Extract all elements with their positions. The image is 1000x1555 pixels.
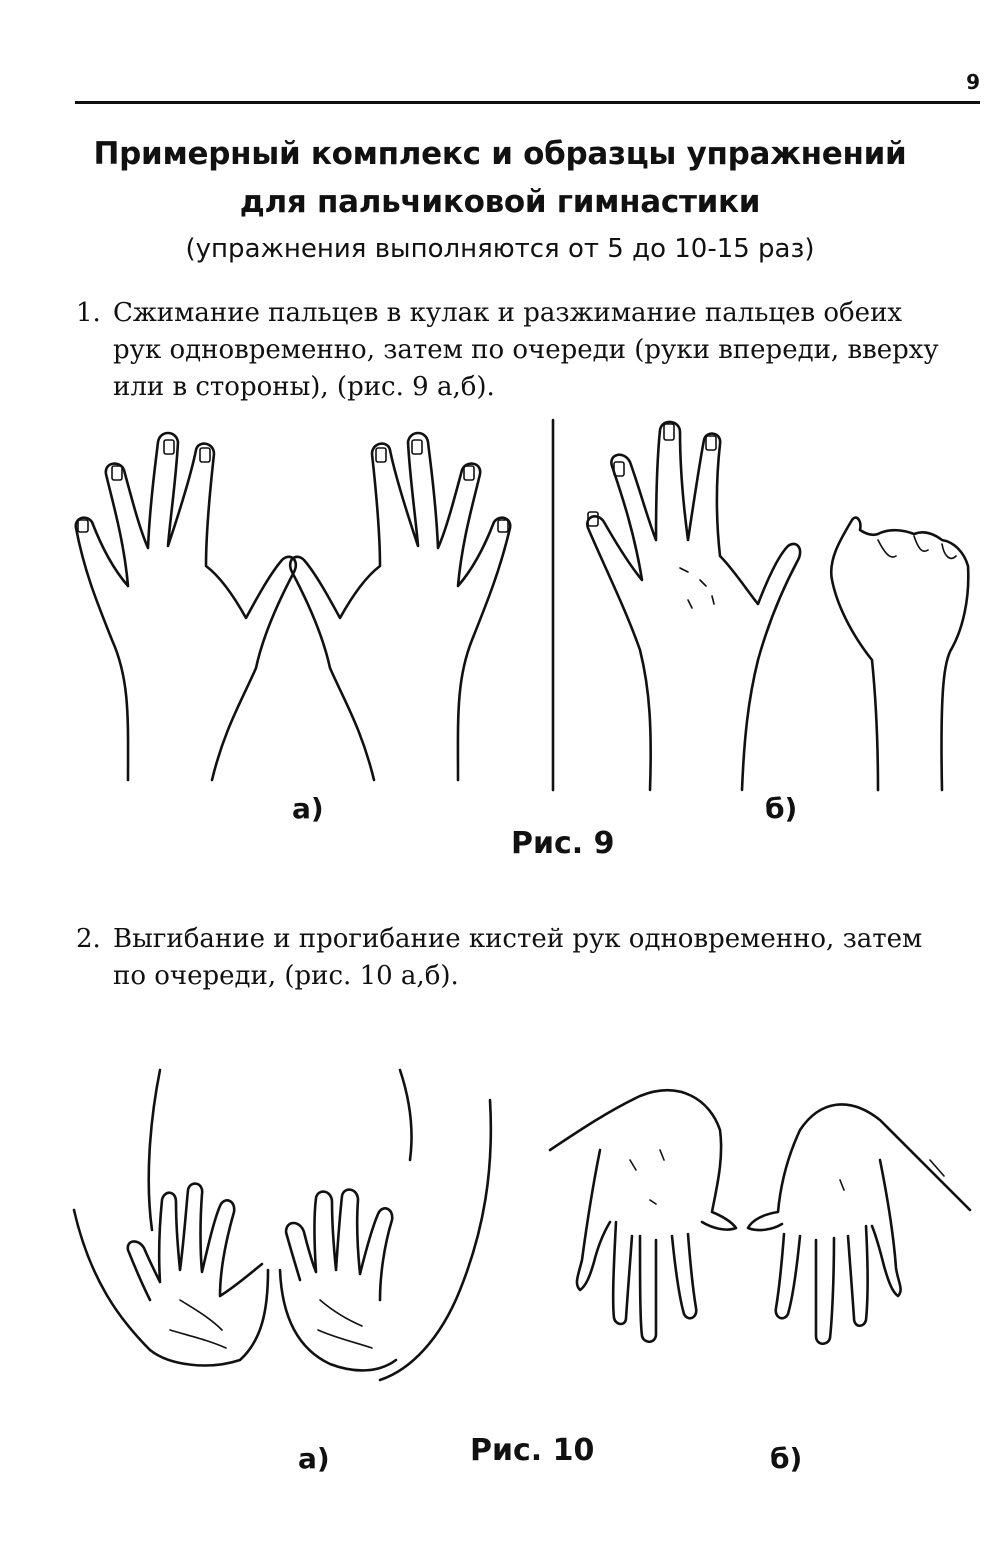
- exercise-number: 1.: [76, 298, 101, 328]
- bent-palms-left-icon: [74, 1070, 268, 1365]
- exercise-text-line: Выгибание и прогибание кистей рук одновременно, затем: [113, 924, 923, 954]
- hand-back-down-left-icon: [550, 1090, 736, 1341]
- figure-10-caption: Рис. 10: [470, 1433, 595, 1468]
- figure-9-label-b: б): [765, 792, 798, 825]
- figure-9-caption: Рис. 9: [511, 826, 615, 861]
- exercise-text-line: рук одновременно, затем по очереди (руки впереди, вверху: [113, 335, 939, 365]
- figure-10-label-a: а): [298, 1442, 330, 1475]
- hand-back-down-right-icon: [748, 1104, 970, 1343]
- exercise-text-line: по очереди, (рис. 10 а,б).: [113, 961, 459, 991]
- page-title-line-1: Примерный комплекс и образцы упражнений: [93, 136, 907, 172]
- exercise-text-line: или в стороны), (рис. 9 а,б).: [113, 372, 495, 402]
- bent-palms-right-icon: [280, 1070, 491, 1380]
- figure-10-label-b: б): [770, 1442, 803, 1475]
- exercise-text-line: Сжимание пальцев в кулак и разжимание пальцев обеих: [113, 298, 903, 328]
- page-title-line-2: для пальчиковой гимнастики: [239, 184, 761, 220]
- exercise-number: 2.: [76, 924, 101, 954]
- page-subtitle: (упражнения выполняются от 5 до 10-15 раз): [185, 234, 815, 264]
- figure-9-label-a: а): [292, 792, 324, 825]
- page-number: 9: [966, 70, 980, 94]
